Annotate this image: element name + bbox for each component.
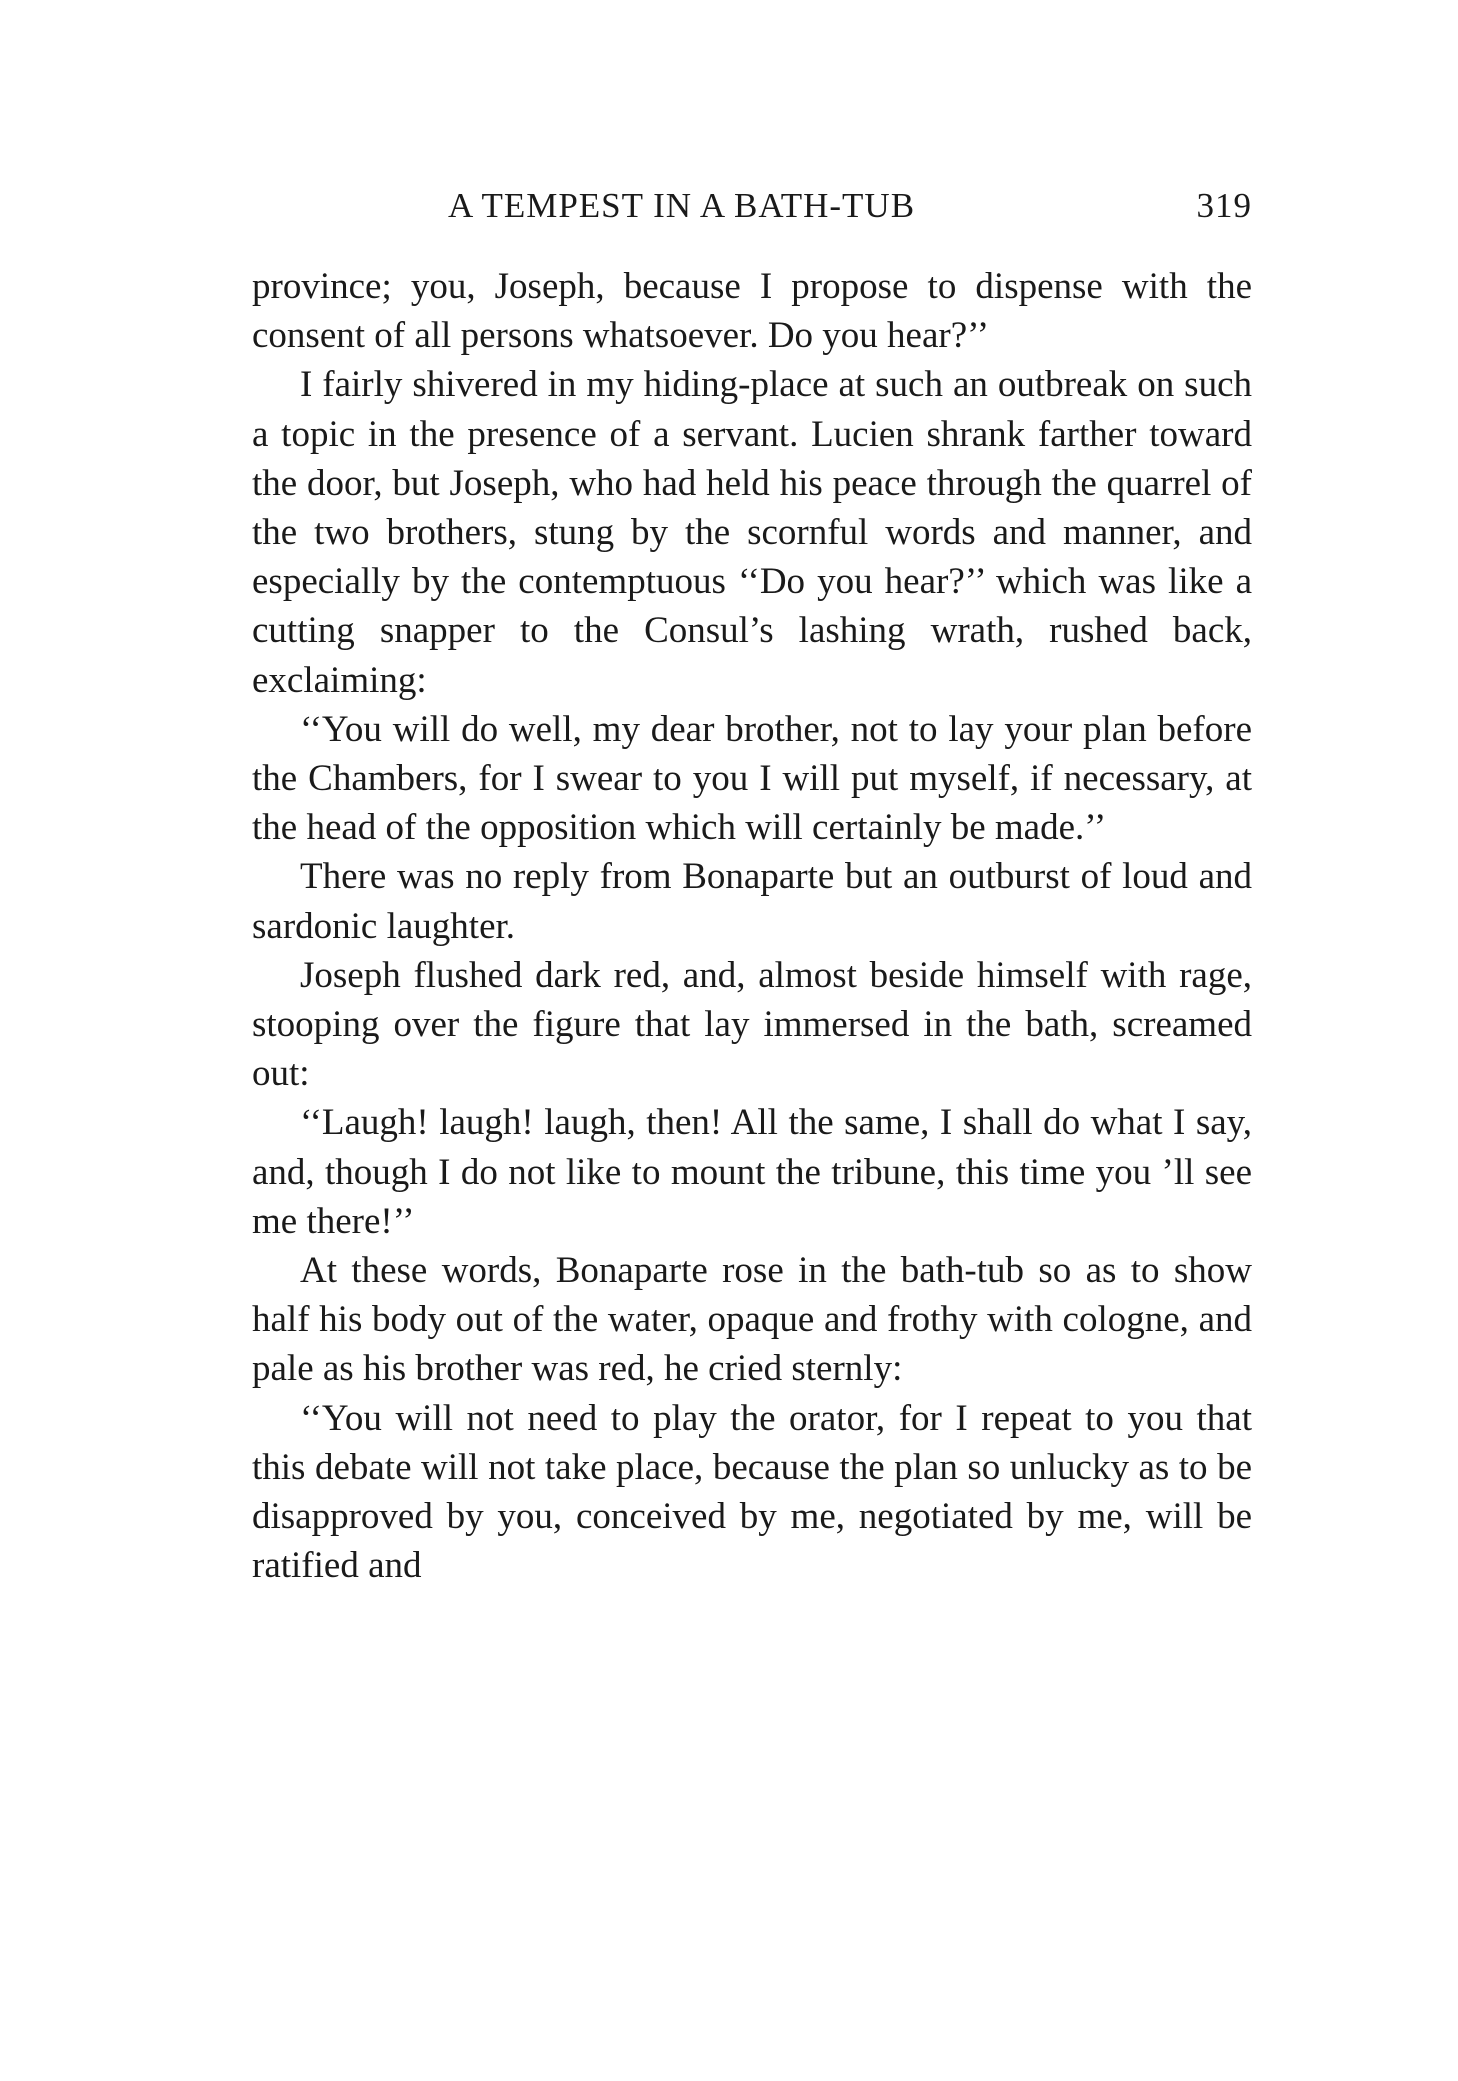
paragraph: ‘‘You will do well, my dear brother, not to lay your plan before the Chambers, for I swear to you I will put myself, if necessary, at the head of the opposition which will certainly be made.’’ bbox=[252, 708, 1252, 849]
paragraph: I fairly shivered in my hiding-place at such an outbreak on such a topic in the presence of a servant. Lucien shrank farther toward the door, but Joseph, who had held his peace through the quarrel of the two brothers, stung by the scornful words and manner, and especially by the contemptuous ‘‘Do you hear?’’ which was like a cutting snapper to the Consul’s lashing wrath, rushed back, exclaiming: bbox=[252, 364, 1252, 701]
paragraph: There was no reply from Bonaparte but an outburst of loud and sardonic laughter. bbox=[252, 856, 1252, 947]
paragraph: ‘‘Laugh! laugh! laugh, then! All the same, I shall do what I say, and, though I do not like to mount the tribune, this time you ’ll see me there!’’ bbox=[252, 1102, 1252, 1242]
running-head bbox=[252, 186, 1252, 242]
body-text bbox=[252, 262, 1252, 1590]
page-number: 319 bbox=[1196, 186, 1252, 225]
paragraph: Joseph flushed dark red, and, almost beside himself with rage, stooping over the figure that lay immersed in the bath, screamed out: bbox=[252, 954, 1252, 1095]
paragraph: ‘‘You will not need to play the orator, for I repeat to you that this debate will not take place, because the plan so unlucky as to be disapproved by you, conceived by me, negotiated by me, will be ratified and bbox=[252, 1397, 1252, 1587]
running-title: A TEMPEST IN A BATH-TUB bbox=[448, 186, 916, 225]
paragraph-continued: province; you, Joseph, because I propose to dispense with the consent of all persons whatsoever. Do you hear?’’ bbox=[252, 266, 1252, 357]
paragraph: At these words, Bonaparte rose in the bath-tub so as to show half his body out of the water, opaque and frothy with cologne, and pale as his brother was red, he cried sternly: bbox=[252, 1250, 1252, 1390]
